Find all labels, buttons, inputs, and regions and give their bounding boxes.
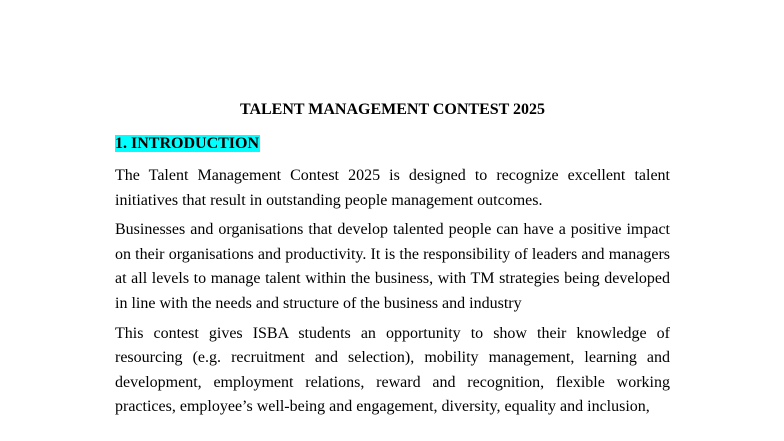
highlighted-heading-text: 1. INTRODUCTION xyxy=(115,135,260,152)
document-title: TALENT MANAGEMENT CONTEST 2025 xyxy=(239,101,546,118)
section-heading xyxy=(115,134,670,154)
paragraph-intro: The Talent Management Contest 2025 is designed to recognize excellent talent initiatives that result in outstanding people management outcomes. xyxy=(115,167,670,209)
paragraph-talent-development: Businesses and organisations that develop talented people can have a positive impact on their organisations and productivity. It is the responsibility of leaders and managers at all levels to manage talent within the business, with TM strategies being developed in line with the needs and structure of the business and industry xyxy=(115,221,670,312)
document-body xyxy=(115,100,670,425)
paragraph-contest-scope: This contest gives ISBA students an opportunity to show their knowledge of resourcing (e.g. recruitment and selection), mobility management, learning and development, employment relations, reward and recognition, flexible working practices, employee’s well-being and engagement, diversity, equality and inclusion, xyxy=(115,324,670,416)
